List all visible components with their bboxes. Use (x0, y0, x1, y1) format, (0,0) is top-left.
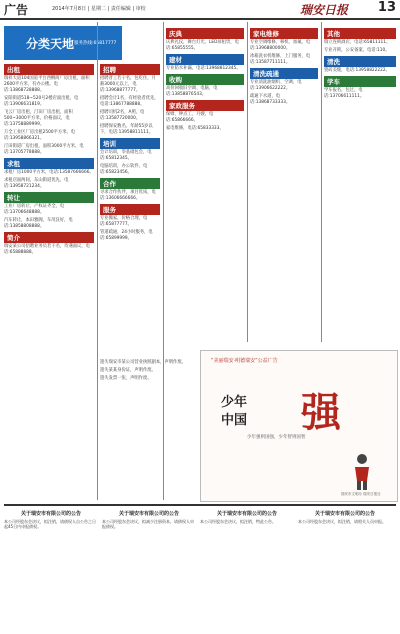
classified-listing: 冰箱洗衣机维修，上门服务，电话:13587711111。 (250, 54, 311, 65)
category-heading: 出租 (4, 64, 94, 75)
category-heading: 家电维修 (250, 28, 318, 39)
ad-headline-2: 中国 (221, 413, 248, 428)
classified-listing: 招聘司机2名，A照，电话:13587720000。 (100, 110, 145, 121)
column-2 (100, 62, 160, 244)
notice-body: 本公司经股东会决议，拟注销，请相关人员申报。 (298, 519, 386, 524)
notice-item: 遗失发票一张，声明作废。 (100, 376, 152, 381)
classified-listing: 瑞安某公司招聘业务员若干名，待遇面议，电话:65888888。 (4, 244, 90, 255)
column-divider (163, 22, 164, 500)
classified-listing: 电脑培训，办公软件，电话:65823456。 (100, 164, 148, 175)
notice-box (298, 508, 392, 524)
notice-body: 本公司经股东会决议，拟注销，请债权人自公告之日起45日内申报债权。 (4, 519, 96, 529)
issue-meta: 2014年7月8日 | 星期二 | 责任编辑 | 审校 (52, 6, 146, 12)
classified-listing: 安阳街道518~520号2楼店面出租，电话:13906631819。 (4, 96, 79, 107)
column-divider (247, 22, 248, 342)
classified-listing: 万全工业区厂房出租2500平方米，电话:13958866321。 (4, 130, 76, 141)
column-divider (321, 22, 322, 342)
classified-listing: 招聘保安数名，年龄55岁以下，电话:13958811111。 (100, 124, 154, 135)
category-heading: 收购 (166, 74, 244, 85)
classified-listing: 专业防水补漏，电话:13968812345。 (166, 66, 241, 71)
notice-title: 关于瑞安市有限公司的公告 (314, 511, 375, 517)
ad-headline-1: 少年 (221, 395, 248, 410)
banner-phone: 服务热线:65817777 (74, 41, 117, 46)
category-heading: 建材 (166, 54, 244, 65)
category-heading: 学车 (324, 76, 396, 87)
ad-headline-strong: 强 (301, 389, 341, 436)
category-heading: 合作 (100, 178, 160, 189)
classified-listing: 求租店面两间，东山街道优先，电话:13958721234。 (4, 178, 69, 189)
classified-listing: 求租厂房1000平方米，电话:13587666666。 (4, 170, 94, 175)
category-heading: 清洗 (324, 56, 396, 67)
classified-listing: 专业开锁，公安备案，电话:110。 (324, 48, 390, 53)
classified-listing: 高价回收旧空调、电脑，电话:13858876543。 (166, 86, 218, 97)
classified-listing: 会计培训，零基础包会，电话:65812345。 (100, 150, 152, 161)
column-3 (166, 26, 244, 134)
classified-listing: 管道疏通，24小时服务，电话:65899999。 (100, 230, 153, 241)
column-1 (4, 62, 94, 258)
category-heading: 培训 (100, 138, 160, 149)
notice-item: 遗失某某身份证，声明作废。 (100, 368, 156, 373)
category-heading: 服务 (100, 204, 160, 215)
classified-banner (4, 26, 122, 60)
category-heading: 转让 (4, 192, 94, 203)
ad-caption: “美丽瑞安·明德瑞安”公益广告 (211, 358, 278, 364)
classified-listing: 庆典礼仪，舞台灯光，LED屏租赁，电话:65855555。 (166, 40, 239, 51)
category-heading: 其他 (324, 28, 396, 39)
classified-listing: 寻求合作伙伴，项目优质，电话:13606666666。 (100, 190, 156, 201)
child-figure-icon (347, 451, 377, 491)
classified-listing: 疏通下水道，电话:13868733333。 (250, 94, 291, 105)
classified-listing: 学车报名，包过，电话:13706611111。 (324, 88, 365, 99)
category-heading: 家政服务 (166, 100, 244, 111)
notice-body: 本公司经股东会决议，拟减少注册资本，请债权人申报债权。 (102, 519, 194, 529)
classified-listing: 工业厂房转让，产权证齐全，电话:13706648888。 (4, 204, 65, 215)
notice-box (200, 508, 294, 524)
category-heading: 招聘 (100, 64, 160, 75)
classified-listing: 家电维修，电话:65833333。 (166, 126, 224, 131)
classified-listing: 飞云厂房出租，汀田厂房出租，面积500~3000平方米，价格面议，电话:13758889999。 (4, 110, 73, 127)
classified-listing: 专业空调维修、移机、加氟，电话:13968800000。 (250, 40, 311, 51)
legal-notices (4, 504, 396, 632)
classified-listing: 瑞祥大道104国道平台西侧商厂房出租，面积2600平方米，有办公楼。电话:13868728888。 (4, 76, 90, 93)
column-divider (97, 22, 98, 500)
classified-listing: 瑞立连锁酒店，电话:65811111。 (324, 40, 391, 45)
classified-listing: 招聘普工若干名，包吃住，月薪3000元以上，电话:13968877777。 (100, 76, 156, 93)
notice-title: 关于瑞安市有限公司的公告 (216, 511, 277, 517)
classified-listing: 瓷砖美缝，电话:13958822222。 (324, 68, 390, 73)
classified-listing: 汀田街道厂房出租，面积3000平方米，电话:13705778888。 (4, 144, 84, 155)
classified-listing: 专业搬家，价格合理，电话:65877777。 (100, 216, 148, 227)
newspaper-logo: 瑞安日报 (300, 3, 349, 17)
notice-title: 关于瑞安市有限公司的公告 (20, 511, 81, 517)
notice-item: 遗失瑞安市某公司营业执照副本，声明作废。 (100, 360, 186, 365)
page-header (0, 0, 400, 20)
notice-box (102, 508, 196, 529)
column-5 (324, 26, 396, 102)
notice-title: 关于瑞安市有限公司的公告 (118, 511, 179, 517)
notice-box (4, 508, 98, 529)
column-4 (250, 26, 318, 108)
banner-title: 分类天地 (26, 37, 75, 51)
category-heading: 求租 (4, 158, 94, 169)
ad-slogan: 少年强则国强，少年智则国智 (247, 435, 306, 440)
classified-listing: 保姆、钟点工、月嫂，电话:65866666。 (166, 112, 214, 123)
category-heading: 清洗疏通 (250, 68, 318, 79)
notice-body: 本公司经股东会决议，拟注销，特此公告。 (200, 519, 276, 524)
section-title: 广告 (4, 3, 29, 17)
classified-listing: 汽车转让，本田雅阁，车况良好，电话:13858808888。 (4, 218, 73, 229)
ad-sponsor: 瑞安市文明办 瑞安日报社 (341, 492, 381, 496)
public-service-ad (200, 350, 398, 502)
page-number: 13 (377, 0, 396, 15)
classified-listing: 专业清洗油烟机、空调，电话:13906622222。 (250, 80, 302, 91)
category-heading: 简介 (4, 232, 94, 243)
notice-column (100, 360, 196, 384)
category-heading: 庆典 (166, 28, 244, 39)
classified-listing: 招聘会计1名，有经验者优先，电话:13867788888。 (100, 96, 159, 107)
